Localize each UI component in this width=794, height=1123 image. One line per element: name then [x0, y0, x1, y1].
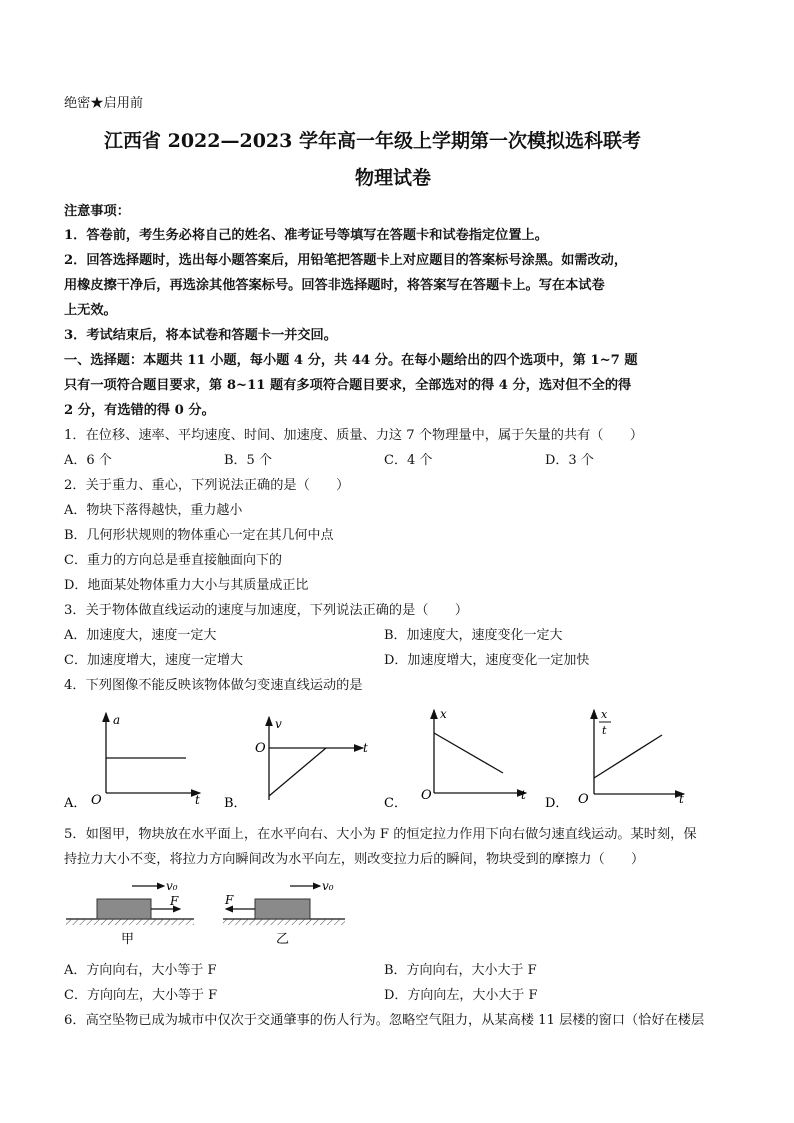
q4-graph-a [63, 713, 200, 811]
q2-option-d: D．地面某处物体重力大小与其质量成正比 [64, 578, 309, 593]
q2-option-a: A．物块下落得越快，重力越小 [64, 503, 243, 518]
q3-option-a: A．加速度大，速度一定大 [64, 628, 217, 643]
q4-b-xlabel: t [363, 741, 368, 755]
q4-d-ylabel-den: t [602, 724, 607, 737]
q5-figure-jia [66, 879, 194, 947]
q4-stem: 4．下列图像不能反映该物体做匀变速直线运动的是 [64, 678, 363, 693]
secret-label: 绝密★启用前 [64, 96, 144, 111]
q4-d-xlabel: t [679, 792, 684, 806]
note-1: 1．答卷前，考生务必将自己的姓名、准考证号等填写在答题卡和试卷指定位置上。 [64, 228, 548, 243]
q2-option-b: B．几何形状规则的物体重心一定在其几何中点 [64, 528, 334, 543]
q4-c-xlabel: t [521, 788, 526, 802]
q5-jia-F: F [170, 894, 179, 908]
note-2-line-1: 2．回答选择题时，选出每小题答案后，用铅笔把答题卡上对应题目的答案标号涂黑。如需改动， [64, 253, 628, 268]
q4-c-line [434, 733, 503, 773]
q5-option-c: C．方向向左，大小等于 F [64, 988, 218, 1003]
q6-stem: 6．高空坠物已成为城市中仅次于交通肇事的伤人行为。忽略空气阻力，从某高楼 11 层楼的窗口（恰好在楼层 [64, 1013, 705, 1028]
note-2-line-2: 用橡皮擦干净后，再选涂其他答案标号。回答非选择题时，将答案写在答题卡上。写在本试卷 [64, 278, 605, 293]
q3-stem: 3．关于物体做直线运动的速度与加速度，下列说法正确的是（ ） [64, 603, 469, 618]
q3-option-c: C．加速度增大，速度一定增大 [64, 653, 243, 668]
q4-c-origin: O [421, 788, 432, 803]
q5-stem-line-2: 持拉力大小不变，将拉力方向瞬间改为水平向左，则改变拉力后的瞬间，物块受到的摩擦力（ ） [64, 852, 645, 867]
q5-yi-F: F [225, 893, 234, 907]
q5-yi-v0: v₀ [322, 879, 334, 893]
q1-stem: 1．在位移、速率、平均速度、时间、加速度、质量、力这 7 个物理量中，属于矢量的共有（ ） [64, 428, 644, 443]
q4-b-ylabel: v [275, 717, 282, 731]
note-2-line-3: 上无效。 [64, 303, 117, 318]
q4-graph-d [545, 708, 684, 811]
q5-jia-caption: 甲 [121, 932, 135, 947]
q5-figure-yi [223, 879, 345, 947]
q1-option-b: B．5 个 [224, 453, 272, 468]
q4-label-d: D． [545, 796, 569, 811]
q4-a-ylabel: a [113, 713, 121, 727]
q2-option-c: C．重力的方向总是垂直接触面向下的 [64, 553, 282, 568]
q5-stem-line-1: 5．如图甲，物块放在水平面上，在水平向右、大小为 F 的恒定拉力作用下向右做匀速直线运动。某时刻，保 [64, 827, 697, 842]
q4-b-origin: O [255, 741, 266, 756]
q3-option-d: D．加速度增大，速度变化一定加快 [384, 653, 590, 668]
q1-option-d: D．3 个 [545, 453, 594, 468]
q4-d-origin: O [578, 792, 589, 807]
section-1-line-1: 一、选择题：本题共 11 小题，每小题 4 分，共 44 分。在每小题给出的四个选项中，第 1~7 题 [64, 353, 638, 368]
q5-yi-ground-hatch [223, 919, 345, 925]
notes-heading: 注意事项： [64, 204, 130, 219]
exam-title: 江西省 2022—2023 学年高一年级上学期第一次模拟选科联考 [104, 130, 641, 152]
q5-option-a: A．方向向右，大小等于 F [64, 963, 217, 978]
section-1-line-3: 2 分，有选错的得 0 分。 [64, 403, 215, 418]
q5-option-b: B．方向向右，大小大于 F [384, 963, 537, 978]
q4-d-ylabel-num: x [601, 708, 608, 721]
q3-option-b: B．加速度大，速度变化一定大 [384, 628, 563, 643]
q4-label-a: A． [64, 796, 87, 811]
q4-label-b: B． [224, 796, 247, 811]
q5-jia-block [97, 899, 151, 919]
q5-yi-caption: 乙 [276, 932, 290, 947]
q5-figures [0, 870, 794, 950]
exam-subtitle: 物理试卷 [355, 167, 432, 189]
q4-graphs [0, 700, 794, 815]
q4-a-origin: O [91, 793, 102, 808]
q4-a-xlabel: t [195, 793, 200, 807]
section-1-line-2: 只有一项符合题目要求，第 8~11 题有多项符合题目要求，全部选对的得 4 分，选对但不全的得 [64, 378, 632, 393]
q1-option-a: A．6 个 [64, 453, 112, 468]
q4-b-line [269, 748, 326, 796]
note-3: 3．考试结束后，将本试卷和答题卡一并交回。 [64, 328, 337, 343]
q5-jia-v0: v₀ [166, 879, 178, 893]
q1-option-c: C．4 个 [384, 453, 433, 468]
q2-stem: 2．关于重力、重心，下列说法正确的是（ ） [64, 478, 350, 493]
q4-graph-c [384, 707, 526, 811]
q5-yi-block [255, 899, 310, 919]
q5-jia-ground-hatch [66, 919, 194, 925]
q4-c-ylabel: x [440, 707, 447, 721]
q4-d-line [594, 735, 662, 778]
q4-graph-b [224, 717, 368, 811]
q5-option-d: D．方向向左，大小大于 F [384, 988, 538, 1003]
q4-label-c: C． [384, 796, 407, 811]
